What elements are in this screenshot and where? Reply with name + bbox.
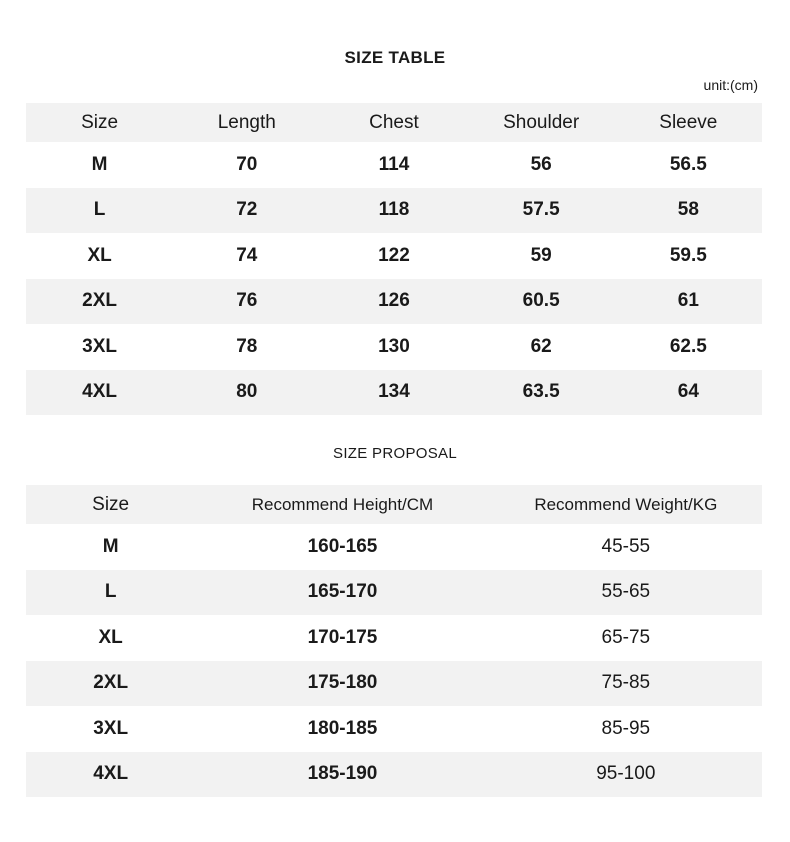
- cell-size: 2XL: [93, 672, 129, 694]
- table-row: [26, 370, 762, 416]
- size-proposal-table: [26, 485, 762, 797]
- cell-size: M: [102, 535, 119, 557]
- cell-weight: 65-75: [601, 626, 651, 648]
- table-row: [26, 752, 762, 798]
- cell-chest: 114: [378, 153, 410, 175]
- cell-chest: 126: [378, 290, 410, 312]
- size-table: [26, 103, 762, 415]
- header-size: Size: [92, 493, 130, 515]
- cell-chest: 130: [378, 335, 410, 357]
- header-sleeve: Sleeve: [659, 111, 718, 133]
- table-row: [26, 615, 762, 661]
- cell-size: XL: [87, 244, 112, 266]
- cell-length: 80: [236, 381, 258, 403]
- cell-chest: 134: [378, 381, 410, 403]
- cell-shoulder: 60.5: [522, 290, 560, 312]
- table-row: [26, 661, 762, 707]
- size-table-header-row: [26, 103, 762, 142]
- cell-shoulder: 56: [530, 153, 552, 175]
- header-chest: Chest: [369, 111, 419, 133]
- cell-size: 4XL: [93, 763, 129, 785]
- cell-size: 3XL: [93, 717, 129, 739]
- cell-size: M: [91, 153, 108, 175]
- table-row: [26, 233, 762, 279]
- table-row: [26, 524, 762, 570]
- cell-sleeve: 62.5: [669, 335, 707, 357]
- header-height: Recommend Height/CM: [251, 494, 434, 514]
- cell-sleeve: 59.5: [669, 244, 707, 266]
- cell-length: 72: [236, 199, 258, 221]
- cell-size: 4XL: [82, 381, 118, 403]
- cell-weight: 95-100: [596, 763, 656, 785]
- cell-shoulder: 63.5: [522, 381, 560, 403]
- cell-weight: 55-65: [601, 581, 651, 603]
- cell-size: 2XL: [82, 290, 118, 312]
- table-row: [26, 706, 762, 752]
- cell-height: 170-175: [307, 626, 378, 648]
- table-row: [26, 570, 762, 616]
- cell-shoulder: 59: [530, 244, 552, 266]
- header-length: Length: [217, 111, 276, 133]
- cell-size: L: [104, 581, 117, 603]
- cell-length: 76: [236, 290, 258, 312]
- cell-sleeve: 61: [677, 290, 699, 312]
- cell-length: 74: [236, 244, 258, 266]
- proposal-header-row: [26, 485, 762, 524]
- header-size: Size: [81, 111, 119, 133]
- cell-length: 78: [236, 335, 258, 357]
- unit-label: unit:(cm): [703, 77, 758, 93]
- cell-height: 175-180: [307, 672, 378, 694]
- header-shoulder: Shoulder: [503, 111, 580, 133]
- cell-chest: 118: [378, 199, 410, 221]
- cell-size: XL: [98, 626, 123, 648]
- cell-shoulder: 57.5: [522, 199, 560, 221]
- header-weight: Recommend Weight/KG: [534, 494, 718, 514]
- cell-sleeve: 56.5: [669, 153, 707, 175]
- cell-height: 165-170: [307, 581, 378, 603]
- cell-height: 160-165: [307, 535, 378, 557]
- cell-size: 3XL: [82, 335, 118, 357]
- table-row: [26, 324, 762, 370]
- cell-height: 185-190: [307, 763, 378, 785]
- cell-height: 180-185: [307, 717, 378, 739]
- cell-sleeve: 58: [677, 199, 699, 221]
- cell-weight: 85-95: [601, 717, 651, 739]
- cell-length: 70: [236, 153, 258, 175]
- cell-size: L: [93, 199, 106, 221]
- table-row: [26, 188, 762, 234]
- table-row: [26, 279, 762, 325]
- cell-shoulder: 62: [530, 335, 552, 357]
- table-row: [26, 142, 762, 188]
- cell-chest: 122: [378, 244, 410, 266]
- size-table-title: SIZE TABLE: [344, 48, 446, 67]
- cell-weight: 45-55: [601, 535, 651, 557]
- size-proposal-title: SIZE PROPOSAL: [333, 445, 457, 462]
- cell-sleeve: 64: [677, 381, 699, 403]
- cell-weight: 75-85: [601, 672, 651, 694]
